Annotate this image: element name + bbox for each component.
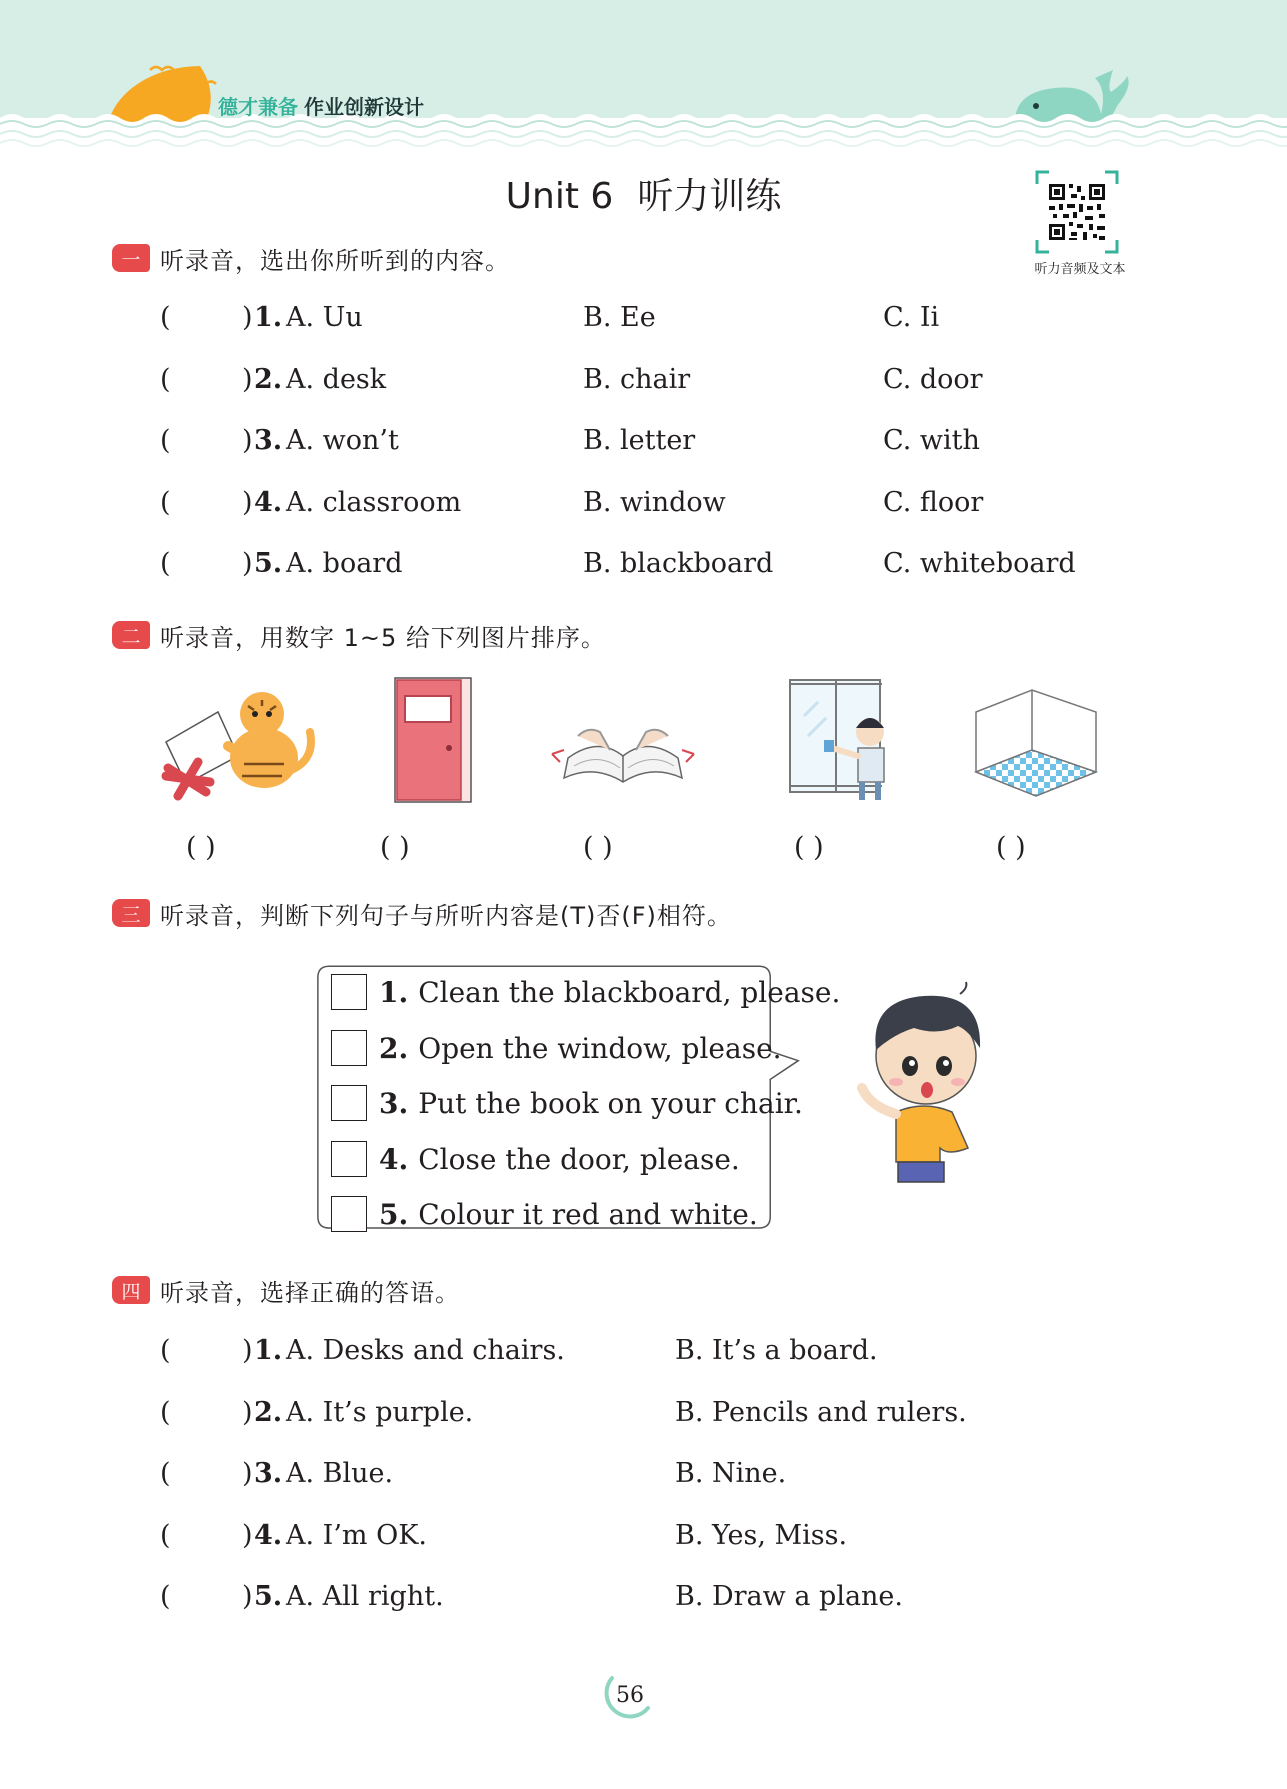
tf-sentence: Clean the blackboard, please. — [418, 975, 841, 1009]
brand-green-text: 德才兼备 — [218, 95, 298, 119]
true-false-checkbox[interactable] — [331, 1085, 367, 1121]
picture-5-answer-blank[interactable]: ( ) — [996, 832, 1026, 863]
option-a: A. desk — [286, 364, 387, 395]
picture-2-answer-blank[interactable]: ( ) — [380, 832, 410, 863]
tf-sentence: Put the book on your chair. — [418, 1086, 803, 1120]
brand-title — [218, 91, 424, 120]
section-3-header — [112, 896, 732, 930]
page-number-text: 56 — [616, 1683, 644, 1708]
section-2-badge: 二 — [112, 621, 150, 649]
option-c: C. whiteboard — [883, 548, 1076, 579]
true-false-checkbox[interactable] — [331, 1196, 367, 1232]
option-a: A. Desks and chairs. — [286, 1335, 565, 1366]
option-a: A. board — [286, 548, 403, 579]
true-false-checkbox[interactable] — [331, 1030, 367, 1066]
option-b: B. blackboard — [583, 548, 774, 579]
tf-sentence: Close the door, please. — [418, 1142, 740, 1176]
answer-blank[interactable]: ( — [160, 1458, 171, 1489]
tf-sentence: Open the window, please. — [418, 1031, 782, 1065]
brand-dark-text: 作业创新设计 — [304, 95, 424, 119]
door-picture — [393, 676, 473, 806]
option-a: A. It’s purple. — [286, 1397, 474, 1428]
answer-blank[interactable]: ( — [160, 364, 171, 395]
section-2-header — [112, 618, 606, 652]
answer-blank[interactable]: ( — [160, 1581, 171, 1612]
answer-blank[interactable]: ( — [160, 1335, 171, 1366]
answer-blank[interactable]: ( — [160, 487, 171, 518]
tf-sentence: Colour it red and white. — [418, 1197, 758, 1231]
tf-item-1: 1. Clean the blackboard, please. — [331, 972, 840, 1012]
option-c: C. door — [883, 364, 983, 395]
option-b: B. Nine. — [675, 1458, 787, 1489]
option-a: A. All right. — [286, 1581, 444, 1612]
option-b: B. letter — [583, 425, 696, 456]
option-b: B. Yes, Miss. — [675, 1520, 848, 1551]
option-b: B. chair — [583, 364, 691, 395]
picture-4-answer-blank[interactable]: ( ) — [794, 832, 824, 863]
tf-item-5: 5. Colour it red and white. — [331, 1194, 758, 1234]
section-2-instruction: 听录音，用数字 1~5 给下列图片排序。 — [160, 623, 606, 652]
true-false-checkbox[interactable] — [331, 1141, 367, 1177]
option-b: B. Ee — [583, 302, 656, 333]
tf-item-4: 4. Close the door, please. — [331, 1139, 740, 1179]
true-false-checkbox[interactable] — [331, 974, 367, 1010]
boy-character-picture — [850, 980, 1000, 1190]
tf-item-3: 3. Put the book on your chair. — [331, 1083, 803, 1123]
section-4-badge: 四 — [112, 1276, 150, 1304]
section-1-instruction: 听录音，选出你所听到的内容。 — [160, 246, 510, 275]
qr-caption: 听力音频及文本 — [1034, 262, 1126, 277]
tf-item-2: 2. Open the window, please. — [331, 1028, 782, 1068]
option-c: C. floor — [883, 487, 984, 518]
answer-blank[interactable]: ( — [160, 425, 171, 456]
picture-1-answer-blank[interactable]: ( ) — [186, 832, 216, 863]
tiger-drawing-plane-picture — [158, 684, 328, 804]
section-4-header — [112, 1273, 460, 1307]
answer-blank[interactable]: ( — [160, 302, 171, 333]
option-c: C. with — [883, 425, 980, 456]
option-a: A. Blue. — [286, 1458, 394, 1489]
page-number — [598, 1672, 658, 1720]
section-1-header — [112, 241, 510, 275]
option-a: A. Uu — [286, 302, 363, 333]
option-a: A. won’t — [286, 425, 399, 456]
answer-blank[interactable]: ( — [160, 548, 171, 579]
topic-label: 听力训练 — [637, 176, 782, 217]
option-c: C. Ii — [883, 302, 940, 333]
option-b: B. window — [583, 487, 726, 518]
option-b: B. It’s a board. — [675, 1335, 878, 1366]
answer-blank[interactable]: ( — [160, 1520, 171, 1551]
unit-label: Unit 6 — [505, 176, 614, 217]
section-1-badge: 一 — [112, 244, 150, 272]
header-band — [0, 0, 1287, 160]
section-4-instruction: 听录音，选择正确的答语。 — [160, 1278, 460, 1307]
section-3-badge: 三 — [112, 899, 150, 927]
picture-3-answer-blank[interactable]: ( ) — [583, 832, 613, 863]
room-floor-picture — [972, 686, 1100, 806]
option-b: B. Pencils and rulers. — [675, 1397, 967, 1428]
qr-code-icon[interactable] — [1035, 170, 1119, 254]
boy-cleaning-window-picture — [786, 676, 892, 806]
option-a: A. classroom — [286, 487, 462, 518]
section-3-instruction: 听录音，判断下列句子与所听内容是(T)否(F)相符。 — [160, 901, 732, 930]
option-b: B. Draw a plane. — [675, 1581, 903, 1612]
answer-blank[interactable]: ( — [160, 1397, 171, 1428]
open-book-picture — [548, 696, 698, 792]
option-a: A. I’m OK. — [286, 1520, 427, 1551]
